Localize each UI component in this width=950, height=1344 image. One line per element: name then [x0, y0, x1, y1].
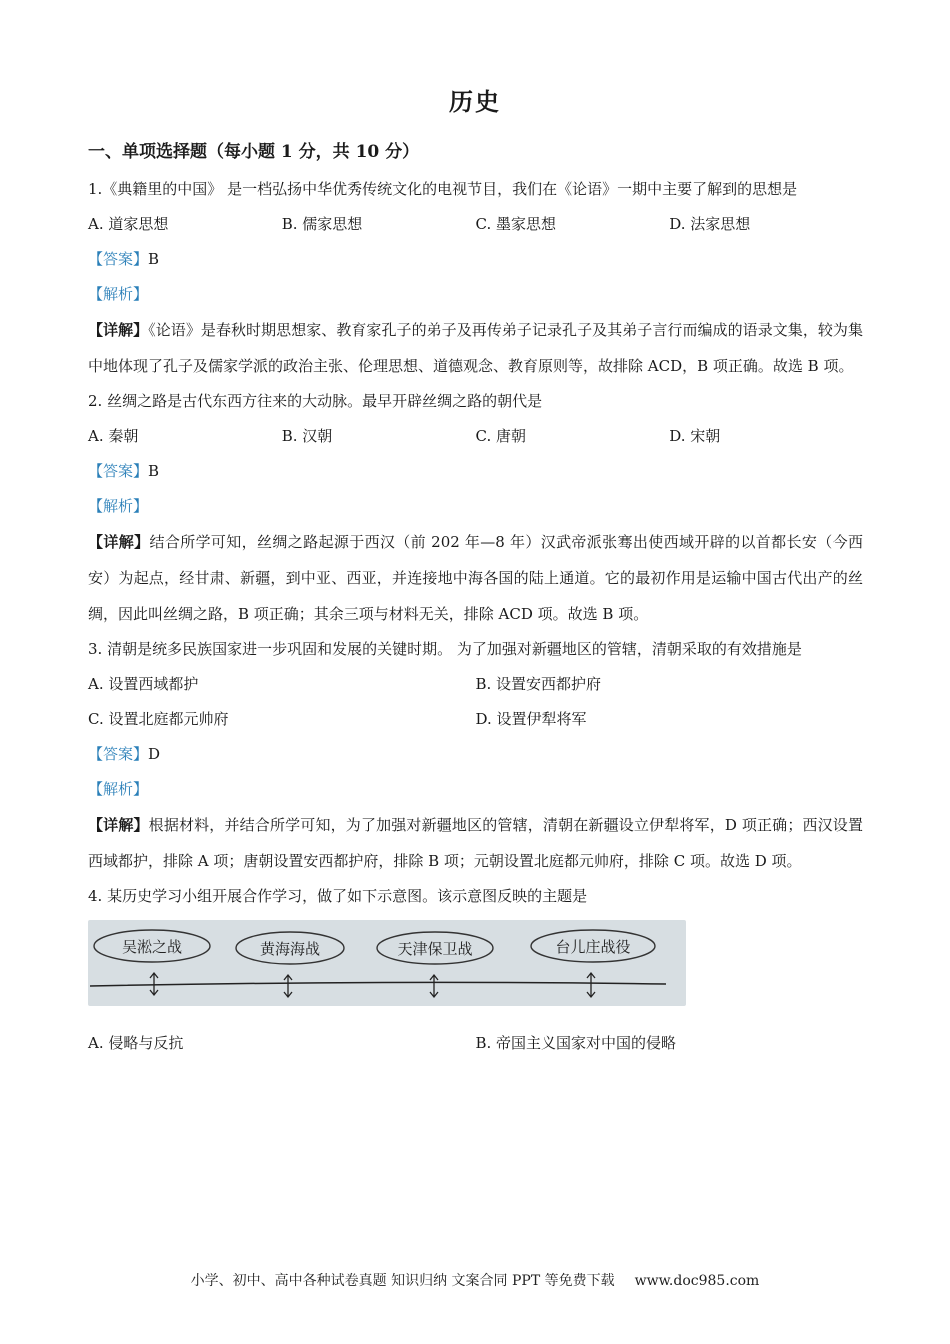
battle-label-4: 台儿庄战役	[555, 938, 631, 956]
answer-tag: 【答案】	[88, 462, 149, 480]
battle-node-4	[531, 930, 655, 997]
question-2-stem: 2. 丝绸之路是古代东西方往来的大动脉。最早开辟丝绸之路的朝代是	[88, 392, 543, 410]
q3-option-d: D. 设置伊犁将军	[475, 710, 587, 728]
footer-url[interactable]: www.doc985.com	[634, 1273, 760, 1289]
answer-value: B	[148, 462, 160, 480]
q2-option-d: D. 宋朝	[669, 427, 721, 445]
question-4-stem: 4. 某历史学习小组开展合作学习，做了如下示意图。该示意图反映的主题是	[88, 887, 588, 905]
page-footer	[0, 1270, 950, 1290]
answer-tag: 【答案】	[88, 250, 149, 268]
q3-option-c: C. 设置北庭都元帅府	[88, 710, 229, 728]
q3-analysis-tag: 【解析】	[88, 780, 149, 798]
q2-detail	[88, 524, 863, 632]
q1-option-d: D. 法家思想	[669, 215, 751, 233]
question-4-options	[88, 1026, 863, 1061]
question-3-stem: 3. 清朝是统多民族国家进一步巩固和发展的关键时期。 为了加强对新疆地区的管辖，清朝采取的有效措施是	[88, 640, 802, 658]
detail-text: 结合所学可知，丝绸之路起源于西汉（前 202 年—8 年）汉武帝派张骞出使西域开辟的以首都长安（今西安）为起点，经甘肃、新疆，到中亚、西亚，并连接地中海各国的陆上通道。它的最初作用是运输中国古代出产的丝绸，因此叫丝绸之路，B 项正确；其余三项与材料无关，排除 ACD 项。故选 B 项。	[88, 533, 863, 623]
answer-value: D	[148, 745, 161, 763]
q1-detail	[88, 312, 863, 384]
footer-text: 小学、初中、高中各种试卷真题 知识归纳 文案合同 PPT 等免费下载	[190, 1273, 615, 1289]
q1-option-a: A. 道家思想	[88, 215, 169, 233]
q4-option-a: A. 侵略与反抗	[88, 1034, 184, 1052]
question-2-options	[88, 419, 863, 454]
battle-label-2: 黄海海战	[259, 940, 321, 958]
page-title: 历史	[449, 87, 501, 116]
q1-analysis-tag: 【解析】	[88, 285, 149, 303]
section-heading: 一、单项选择题（每小题 1 分，共 10 分）	[88, 142, 420, 162]
q2-option-c: C. 唐朝	[475, 427, 526, 445]
q2-option-b: B. 汉朝	[281, 427, 333, 445]
answer-value: B	[148, 250, 160, 268]
question-1-stem: 1.《典籍里的中国》 是一档弘扬中华优秀传统文化的电视节目，我们在《论语》一期中主要了解到的思想是	[88, 180, 798, 198]
q3-answer	[88, 737, 863, 772]
detail-tag: 【详解】	[88, 321, 149, 339]
q1-option-b: B. 儒家思想	[281, 215, 363, 233]
timeline-figure	[88, 920, 686, 1006]
q2-answer	[88, 454, 863, 489]
timeline-axis	[90, 982, 666, 986]
q4-option-b: B. 帝国主义国家对中国的侵略	[475, 1034, 677, 1052]
exam-content	[88, 138, 863, 1061]
q3-option-a: A. 设置西域都护	[88, 675, 199, 693]
timeline-svg	[88, 920, 686, 1006]
detail-tag: 【详解】	[88, 533, 150, 551]
q2-option-a: A. 秦朝	[88, 427, 139, 445]
q3-detail	[88, 807, 863, 879]
detail-tag: 【详解】	[88, 816, 149, 834]
question-1-options	[88, 207, 863, 242]
battle-label-3: 天津保卫战	[397, 940, 473, 958]
q1-option-c: C. 墨家思想	[475, 215, 556, 233]
battle-label-1: 吴淞之战	[121, 938, 183, 956]
q2-analysis-tag: 【解析】	[88, 497, 149, 515]
question-3-options	[88, 667, 863, 737]
battle-node-2	[236, 932, 344, 997]
q3-option-b: B. 设置安西都护府	[475, 675, 602, 693]
detail-text: 根据材料，并结合所学可知，为了加强对新疆地区的管辖，清朝在新疆设立伊犁将军，D 项正确；西汉设置西域都护，排除 A 项；唐朝设置安西都护府，排除 B 项；元朝设置北庭都元帅府，排除 C 项。故选 D 项。	[88, 816, 863, 870]
answer-tag: 【答案】	[88, 745, 149, 763]
battle-node-3	[377, 932, 493, 997]
detail-text: 《论语》是春秋时期思想家、教育家孔子的弟子及再传弟子记录孔子及其弟子言行而编成的语录文集，较为集中地体现了孔子及儒家学派的政治主张、伦理思想、道德观念、教育原则等，故排除 ACD，B 项正确。故选 B 项。	[88, 321, 863, 375]
q1-answer	[88, 242, 863, 277]
